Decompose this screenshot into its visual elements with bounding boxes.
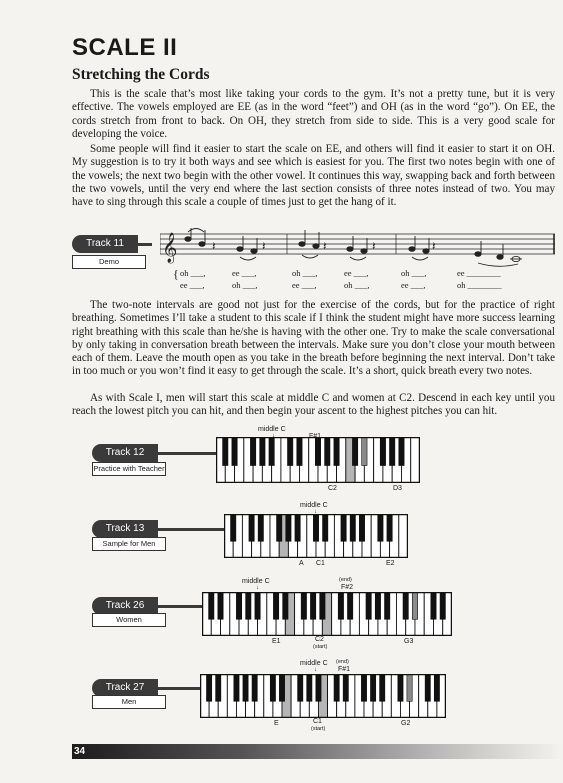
track-11-badge xyxy=(72,235,138,253)
keyboard-4-label-c1: C1 xyxy=(313,718,322,725)
black-key xyxy=(398,674,403,701)
down-arrow-icon: ↓ xyxy=(314,509,317,515)
black-key xyxy=(249,514,254,541)
black-key xyxy=(325,437,330,466)
black-key xyxy=(313,514,318,541)
keyboard-2-label-middle-c: middle C xyxy=(300,502,328,509)
keyboard-3-label-start: (start) xyxy=(313,644,328,650)
track-12-sub-label: Practice with Teacher xyxy=(92,462,166,476)
black-key xyxy=(232,437,237,466)
black-key xyxy=(403,592,408,619)
svg-text:𝄽: 𝄽 xyxy=(323,239,327,253)
black-key xyxy=(255,592,260,619)
black-key xyxy=(283,592,288,619)
track-13-badge xyxy=(92,520,158,538)
black-key xyxy=(301,592,306,619)
black-key xyxy=(387,514,392,541)
track-11-sub-label: Demo xyxy=(72,255,146,269)
keyboard-3-label-fsharp2: F#2 xyxy=(341,584,354,591)
black-key xyxy=(206,674,211,701)
black-key xyxy=(216,674,221,701)
black-key xyxy=(236,592,241,619)
black-key xyxy=(287,437,292,466)
black-key xyxy=(366,592,371,619)
black-key xyxy=(440,592,445,619)
black-key xyxy=(246,592,251,619)
black-key xyxy=(385,592,390,619)
svg-text:𝄽: 𝄽 xyxy=(432,239,436,253)
track-13-connector xyxy=(158,528,224,531)
black-key xyxy=(243,674,248,701)
lyric-r2-2: oh ___, xyxy=(232,280,258,290)
svg-text:𝄽: 𝄽 xyxy=(262,239,266,253)
black-key xyxy=(350,514,355,541)
black-key xyxy=(341,514,346,541)
keyboard-2-label-a: A xyxy=(299,560,304,567)
black-key xyxy=(431,592,436,619)
black-key xyxy=(269,437,274,466)
lyric-r1-5: oh ___, xyxy=(401,268,427,278)
track-11-label: Track 11 xyxy=(86,238,124,249)
white-key xyxy=(399,514,408,558)
black-key xyxy=(380,437,385,466)
black-key xyxy=(334,674,339,701)
lyric-r2-5: ee ___, xyxy=(401,280,426,290)
svg-text:𝄽: 𝄽 xyxy=(212,239,216,253)
lyric-r2-6: oh ________ xyxy=(457,280,502,290)
keyboard-1 xyxy=(216,437,420,483)
keyboard-2-label-c1: C1 xyxy=(316,560,325,567)
track-13-sub-label: Sample for Men xyxy=(92,537,166,551)
keyboard-1-label-middle-c: middle C xyxy=(258,426,286,433)
black-key xyxy=(286,514,291,541)
keyboard-3 xyxy=(202,592,452,636)
black-key xyxy=(260,437,265,466)
black-key xyxy=(315,437,320,466)
black-key xyxy=(297,437,302,466)
black-key xyxy=(223,437,228,466)
keyboard-4-label-e: E xyxy=(274,720,279,727)
lyric-r1-3: oh ___, xyxy=(292,268,318,278)
keyboard-3-label-middle-c: middle C xyxy=(242,578,270,585)
black-key xyxy=(277,514,282,541)
lyric-r1-2: ee ___, xyxy=(232,268,257,278)
paragraph-4: As with Scale I, men will start this scale at middle C and women at C2. Descend in each key until you reach the lowest pitch you can hit, and then begin your ascent to the highest pitches you can hit. xyxy=(72,392,555,418)
down-arrow-icon: ↓ xyxy=(256,585,259,591)
keyboard-3-label-c2: C2 xyxy=(315,636,324,643)
keyboard-3-label-g3: G3 xyxy=(404,638,414,645)
black-key xyxy=(279,674,284,701)
black-key xyxy=(250,437,255,466)
svg-text:𝄽: 𝄽 xyxy=(372,239,376,253)
track-12-label: Track 12 xyxy=(105,447,145,458)
black-key xyxy=(310,592,315,619)
black-key xyxy=(412,592,417,619)
black-key xyxy=(399,437,404,466)
black-key xyxy=(298,674,303,701)
black-key xyxy=(347,592,352,619)
track-26-connector xyxy=(158,605,202,608)
paragraph-1: This is the scale that’s most like taking your cords to the gym. It’s not a pretty tune, but it is very effective. The vowels employed are EE (as in the word “feet”) and OH (as in the word “go”). On EE, the cords stretch from front to back. On OH, they stretch from side to side. This is a very good scale for developing the voice. xyxy=(72,88,555,140)
track-27-sub-label: Men xyxy=(92,695,166,709)
black-key xyxy=(320,592,325,619)
black-key xyxy=(218,592,223,619)
paragraph-3: The two-note intervals are good not just for the exercise of the cords, but for the practice of right breathing. Sometimes I’ll take a student to this scale if I think the student might have more success learning right breathing with this scale than he/she is having with the other one. Try to make the scale conversational by only taking in conversation breath between the intervals. Make sure you don’t close your mouth between each of them. Leave the mouth open as you take in the breath before beginning the next interval. Don’t take in too much or you won’t find it easy to get through the scale. It’s a short, quick breath every two notes. xyxy=(72,299,555,378)
keyboard-4 xyxy=(200,674,446,718)
black-key xyxy=(231,514,236,541)
black-key xyxy=(334,437,339,466)
lyric-r1-4: ee ___, xyxy=(344,268,369,278)
black-key xyxy=(370,674,375,701)
keyboard-1-label-fsharp1: F#1 xyxy=(309,433,322,440)
keyboard-3-label-e1: E1 xyxy=(272,638,281,645)
black-key xyxy=(407,674,412,701)
down-arrow-icon: ↓ xyxy=(272,433,275,439)
black-key xyxy=(323,514,328,541)
lyric-r1-1: oh ___, xyxy=(180,268,206,278)
track-26-sub-label: Women xyxy=(92,613,166,627)
keyboard-4-label-start: (start) xyxy=(311,726,326,732)
lyric-brace: { xyxy=(173,267,179,281)
section-subtitle: Stretching the Cords xyxy=(72,66,210,83)
keyboard-3-label-end: (end) xyxy=(339,577,352,583)
page-title: SCALE II xyxy=(72,34,178,61)
keyboard-4-label-g2: G2 xyxy=(401,720,411,727)
keyboard-4-label-middle-c: middle C xyxy=(300,660,328,667)
black-key xyxy=(338,592,343,619)
lyric-r1-6: ee ________ xyxy=(457,268,501,278)
black-key xyxy=(252,674,257,701)
track-27-connector xyxy=(158,687,200,690)
black-key xyxy=(434,674,439,701)
keyboard-1-label-c2: C2 xyxy=(328,485,337,492)
black-key xyxy=(361,674,366,701)
black-key xyxy=(343,674,348,701)
black-key xyxy=(380,674,385,701)
keyboard-2 xyxy=(224,514,408,558)
black-key xyxy=(362,437,367,466)
lyric-r2-3: ee ___, xyxy=(292,280,317,290)
black-key xyxy=(258,514,263,541)
track-27-label: Track 27 xyxy=(105,682,145,693)
black-key xyxy=(307,674,312,701)
black-key xyxy=(234,674,239,701)
black-key xyxy=(425,674,430,701)
white-key xyxy=(411,437,420,483)
black-key xyxy=(378,514,383,541)
black-key xyxy=(270,674,275,701)
track-13-label: Track 13 xyxy=(105,523,145,534)
track-26-label: Track 26 xyxy=(105,600,145,611)
black-key xyxy=(359,514,364,541)
keyboard-1-label-d3: D3 xyxy=(393,485,402,492)
black-key xyxy=(389,437,394,466)
page-number: 34 xyxy=(74,746,86,757)
track-11-connector xyxy=(138,243,152,246)
treble-clef-icon: 𝄞 xyxy=(162,233,178,263)
down-arrow-icon: ↓ xyxy=(314,667,317,673)
lyric-r2-1: ee ___, xyxy=(180,280,205,290)
black-key xyxy=(273,592,278,619)
keyboard-4-label-fsharp1: F#1 xyxy=(338,666,351,673)
black-key xyxy=(375,592,380,619)
black-key xyxy=(209,592,214,619)
lyric-r2-4: oh ___, xyxy=(344,280,370,290)
footer-bar xyxy=(72,744,563,759)
black-key xyxy=(316,674,321,701)
keyboard-4-label-end: (end) xyxy=(336,659,349,665)
track-12-connector xyxy=(158,452,216,455)
black-key xyxy=(295,514,300,541)
paragraph-2: Some people will find it easier to start the scale on EE, and others will find it easier to start it on OH. My suggestion is to try it both ways and see which is easiest for you. The first two notes begin with one of the vowels; the next two begin with the other vowel. It continues this way, swapping back and forth between the two vowels, until the very end where the last section consists of three notes instead of two. You may have to sing through this scale a couple of times just to get the hang of it. xyxy=(72,143,555,209)
keyboard-2-label-e2: E2 xyxy=(386,560,395,567)
music-staff xyxy=(160,226,558,270)
track-12-badge xyxy=(92,444,158,462)
black-key xyxy=(352,437,357,466)
